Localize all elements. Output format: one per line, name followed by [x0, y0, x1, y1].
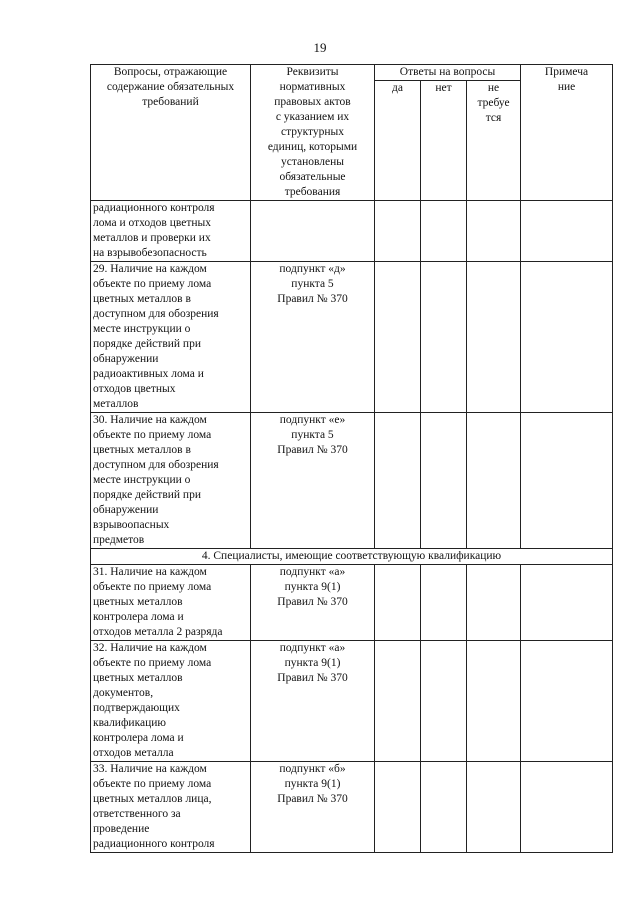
answer-yes-cell: [375, 413, 421, 549]
answer-yes-cell: [375, 262, 421, 413]
requisite-cell: подпункт «а» пункта 9(1) Правил № 370: [251, 641, 375, 762]
answer-not-required-cell: [467, 641, 521, 762]
note-cell: [521, 641, 613, 762]
table-row: [91, 262, 613, 413]
not-required-header: не требуе тся: [467, 81, 521, 201]
answer-no-cell: [421, 201, 467, 262]
answer-yes-cell: [375, 641, 421, 762]
answer-not-required-cell: [467, 762, 521, 853]
requisite-cell: подпункт «б» пункта 9(1) Правил № 370: [251, 762, 375, 853]
note-header: Примеча ние: [521, 65, 613, 201]
table-row: [91, 762, 613, 853]
answer-yes-cell: [375, 201, 421, 262]
note-cell: [521, 201, 613, 262]
table-row: [91, 201, 613, 262]
table-row: [91, 413, 613, 549]
answers-header: Ответы на вопросы: [375, 65, 521, 81]
answer-yes-cell: [375, 565, 421, 641]
section-title: 4. Специалисты, имеющие соответствующую квалификацию: [91, 549, 613, 565]
question-cell: 29. Наличие на каждом объекте по приему лома цветных металлов в доступном для обозрения месте инструкции о порядке действий при обнаружении радиоактивных лома и отходов цветных металлов: [91, 262, 251, 413]
requisite-cell: [251, 201, 375, 262]
answer-not-required-cell: [467, 565, 521, 641]
note-cell: [521, 262, 613, 413]
answer-no-cell: [421, 762, 467, 853]
section-header-row: [91, 549, 613, 565]
requisite-cell: подпункт «а» пункта 9(1) Правил № 370: [251, 565, 375, 641]
checklist-table: [90, 64, 613, 853]
page-number: 19: [313, 40, 327, 55]
answer-no-cell: [421, 641, 467, 762]
answer-not-required-cell: [467, 201, 521, 262]
table-row: [91, 565, 613, 641]
question-cell: 30. Наличие на каждом объекте по приему лома цветных металлов в доступном для обозрения месте инструкции о порядке действий при обнаружении взрывоопасных предметов: [91, 413, 251, 549]
answer-no-cell: [421, 565, 467, 641]
requisite-cell: подпункт «е» пункта 5 Правил № 370: [251, 413, 375, 549]
question-cell: 32. Наличие на каждом объекте по приему лома цветных металлов документов, подтверждающих квалификацию контролера лома и отходов металла: [91, 641, 251, 762]
answer-yes-cell: [375, 762, 421, 853]
requisites-header: Реквизиты нормативных правовых актов с указанием их структурных единиц, которыми установлены обязательные требования: [251, 65, 375, 201]
no-header: нет: [421, 81, 467, 201]
answer-not-required-cell: [467, 413, 521, 549]
note-cell: [521, 413, 613, 549]
header-row: [91, 65, 613, 81]
answer-no-cell: [421, 262, 467, 413]
note-cell: [521, 565, 613, 641]
question-cell: 33. Наличие на каждом объекте по приему лома цветных металлов лица, ответственного за проведение радиационного контроля: [91, 762, 251, 853]
requisite-cell: подпункт «д» пункта 5 Правил № 370: [251, 262, 375, 413]
table-row: [91, 641, 613, 762]
answer-not-required-cell: [467, 262, 521, 413]
yes-header: да: [375, 81, 421, 201]
note-cell: [521, 762, 613, 853]
question-cell: 31. Наличие на каждом объекте по приему лома цветных металлов контролера лома и отходов металла 2 разряда: [91, 565, 251, 641]
answer-no-cell: [421, 413, 467, 549]
question-cell: радиационного контроля лома и отходов цветных металлов и проверки их на взрывобезопасность: [91, 201, 251, 262]
questions-header: Вопросы, отражающие содержание обязательных требований: [91, 65, 251, 201]
